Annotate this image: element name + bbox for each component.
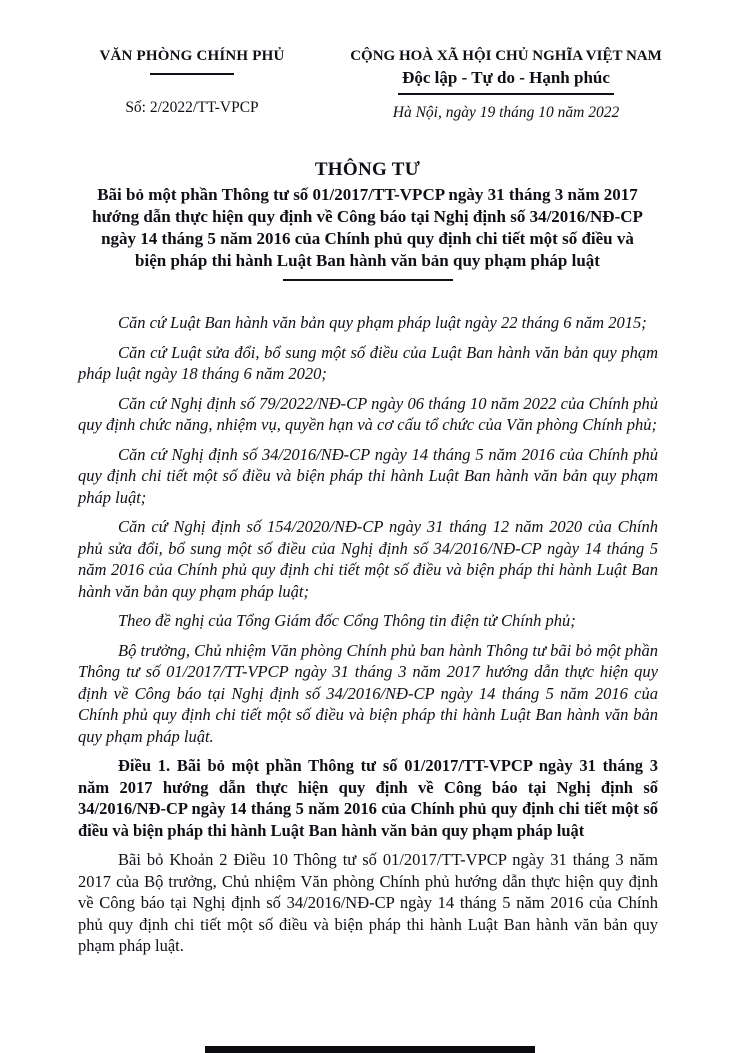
national-motto: Độc lập - Tự do - Hạnh phúc: [402, 68, 610, 87]
document-type-heading: THÔNG TƯ: [314, 159, 421, 180]
issuing-agency-name: VĂN PHÒNG CHÍNH PHỦ: [99, 48, 285, 64]
doc-subject-line: hướng dẫn thực hiện quy định về Công báo tại Nghị định số 34/2016/NĐ-CP: [92, 207, 643, 226]
agency-underline: [150, 73, 234, 75]
body-paragraph: Bãi bỏ Khoản 2 Điều 10 Thông tư số 01/2017/TT-VPCP ngày 31 tháng 3 năm 2017 của Bộ trưởng, Chủ nhiệm Văn phòng Chính phủ hướng dẫn thực hiện quy định về Công báo tại Nghị định số 34/2016/NĐ-CP ngày 14 tháng 5 năm 2016 của Chính phủ quy định chi tiết một số điều và biện pháp thi hành Luật Ban hành văn bản quy phạm pháp luật.: [78, 850, 658, 955]
body-paragraph: Căn cứ Luật Ban hành văn bản quy phạm pháp luật ngày 22 tháng 6 năm 2015;: [118, 313, 647, 332]
body-paragraph: Căn cứ Luật sửa đổi, bổ sung một số điều của Luật Ban hành văn bản quy phạm pháp luật ngày 18 tháng 6 năm 2020;: [78, 342, 658, 383]
title-underline: [283, 279, 453, 281]
title-block: [0, 159, 735, 281]
motto-underline: [398, 93, 614, 95]
body-paragraph: Căn cứ Nghị định số 79/2022/NĐ-CP ngày 06 tháng 10 năm 2022 của Chính phủ quy định chức năng, nhiệm vụ, quyền hạn và cơ cấu tổ chức của Văn phòng Chính phủ;: [78, 393, 658, 434]
document-header: [0, 0, 735, 122]
issuing-agency-block: [62, 48, 322, 122]
body-paragraph: Căn cứ Nghị định số 154/2020/NĐ-CP ngày 31 tháng 12 năm 2020 của Chính phủ sửa đổi, bổ sung một số điều của Nghị định số 34/2016/NĐ-CP ngày 14 tháng 5 năm 2016 của Chính phủ quy định chi tiết một số điều và biện pháp thi hành Luật Ban hành văn bản quy phạm pháp luật;: [78, 517, 658, 601]
document-number: Số: 2/2022/TT-VPCP: [125, 99, 259, 116]
bottom-scan-bar: [205, 1046, 535, 1053]
doc-subject-line: ngày 14 tháng 5 năm 2016 của Chính phủ quy định chi tiết một số điều và: [101, 229, 634, 248]
national-header-block: [324, 48, 688, 122]
body-paragraph: Bộ trưởng, Chủ nhiệm Văn phòng Chính phủ ban hành Thông tư bãi bỏ một phần Thông tư số 01/2017/TT-VPCP ngày 31 tháng 3 năm 2017 hướng dẫn thực hiện quy định về Công báo tại Nghị định số 34/2016/NĐ-CP ngày 14 tháng 5 năm 2016 của Chính phủ quy định chi tiết một số điều và biện pháp thi hành Luật Ban hành văn bản quy phạm pháp luật.: [78, 640, 658, 746]
body-paragraph: Điều 1. Bãi bỏ một phần Thông tư số 01/2017/TT-VPCP ngày 31 tháng 3 năm 2017 hướng dẫn thực hiện quy định về Công báo tại Nghị định số 34/2016/NĐ-CP ngày 14 tháng 5 năm 2016 của Chính phủ quy định chi tiết một số điều và biện pháp thi hành Luật Ban hành văn bản quy phạm pháp luật: [78, 756, 658, 840]
national-title: CỘNG HOÀ XÃ HỘI CHỦ NGHĨA VIỆT NAM: [350, 48, 662, 64]
doc-subject: [61, 184, 675, 272]
document-body: [0, 312, 735, 957]
doc-subject-line: biện pháp thi hành Luật Ban hành văn bản quy phạm pháp luật: [135, 251, 600, 270]
body-paragraph: Theo đề nghị của Tổng Giám đốc Cổng Thông tin điện tử Chính phủ;: [118, 611, 576, 630]
place-and-date: Hà Nội, ngày 19 tháng 10 năm 2022: [392, 104, 620, 121]
doc-subject-line: Bãi bỏ một phần Thông tư số 01/2017/TT-VPCP ngày 31 tháng 3 năm 2017: [97, 185, 638, 204]
body-paragraph: Căn cứ Nghị định số 34/2016/NĐ-CP ngày 14 tháng 5 năm 2016 của Chính phủ quy định chi tiết một số điều và biện pháp thi hành Luật Ban hành văn bản quy phạm pháp luật;: [78, 444, 658, 507]
